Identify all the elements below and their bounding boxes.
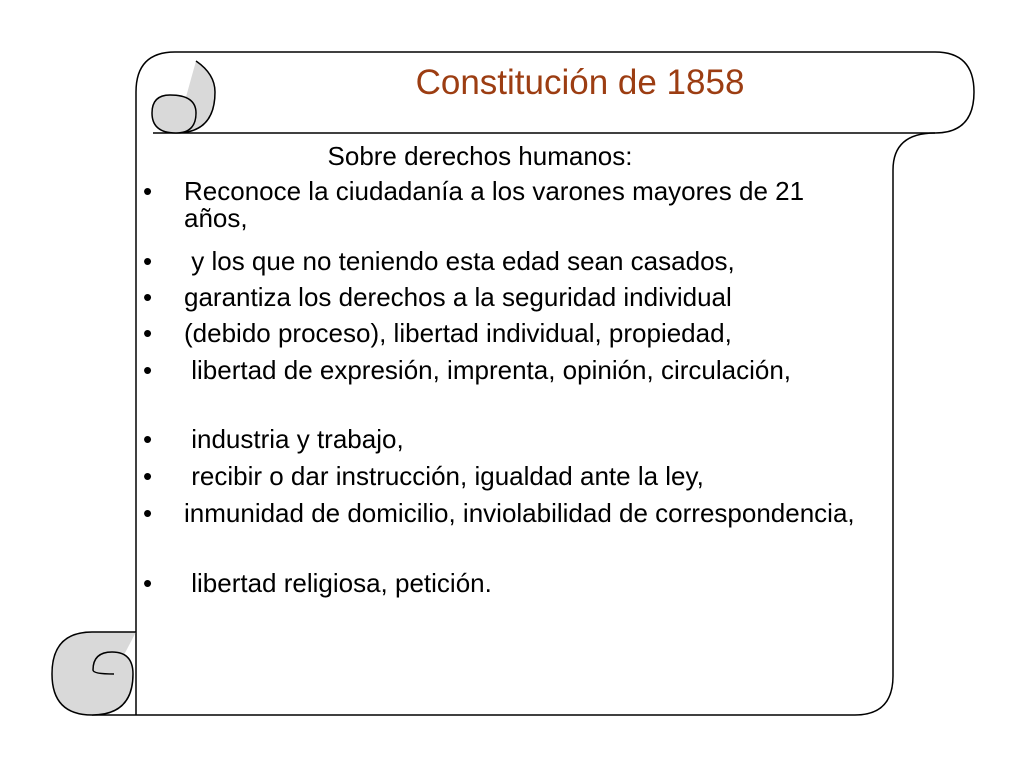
bullet-text: libertad religiosa, petición. bbox=[184, 568, 492, 598]
bullet-item bbox=[143, 570, 863, 597]
slide-title: Constitución de 1858 bbox=[415, 63, 745, 102]
scroll-bottom-curl bbox=[52, 632, 136, 715]
bullet-item bbox=[143, 500, 863, 527]
bullet-text: (debido proceso), libertad individual, propiedad, bbox=[184, 318, 732, 348]
bullet-item bbox=[143, 357, 863, 384]
bullet-marker: • bbox=[143, 461, 153, 491]
bullet-marker: • bbox=[143, 246, 153, 276]
bullet-item bbox=[143, 178, 863, 232]
bullet-marker: • bbox=[143, 568, 153, 598]
bullet-text: garantiza los derechos a la seguridad individual bbox=[184, 282, 732, 312]
bullet-item bbox=[143, 284, 863, 311]
bullet-text: recibir o dar instrucción, igualdad ante la ley, bbox=[184, 461, 704, 491]
bullet-item bbox=[143, 463, 863, 490]
bullet-marker: • bbox=[143, 355, 153, 385]
bullet-text: Reconoce la ciudadanía a los varones mayores de 21 años, bbox=[184, 176, 812, 233]
bullet-marker: • bbox=[143, 176, 153, 206]
bullet-text: y los que no teniendo esta edad sean casados, bbox=[184, 246, 735, 276]
bullet-item bbox=[143, 320, 863, 347]
bullet-marker: • bbox=[143, 282, 153, 312]
bullet-text: inmunidad de domicilio, inviolabilidad de correspondencia, bbox=[184, 498, 855, 528]
bullet-marker: • bbox=[143, 424, 153, 454]
bullet-marker: • bbox=[143, 498, 153, 528]
bullet-item bbox=[143, 248, 863, 275]
bullet-text: industria y trabajo, bbox=[184, 424, 404, 454]
bullet-item bbox=[143, 426, 863, 453]
bullet-marker: • bbox=[143, 318, 153, 348]
bullet-text: libertad de expresión, imprenta, opinión, circulación, bbox=[184, 355, 792, 385]
slide-subtitle: Sobre derechos humanos: bbox=[327, 141, 633, 171]
